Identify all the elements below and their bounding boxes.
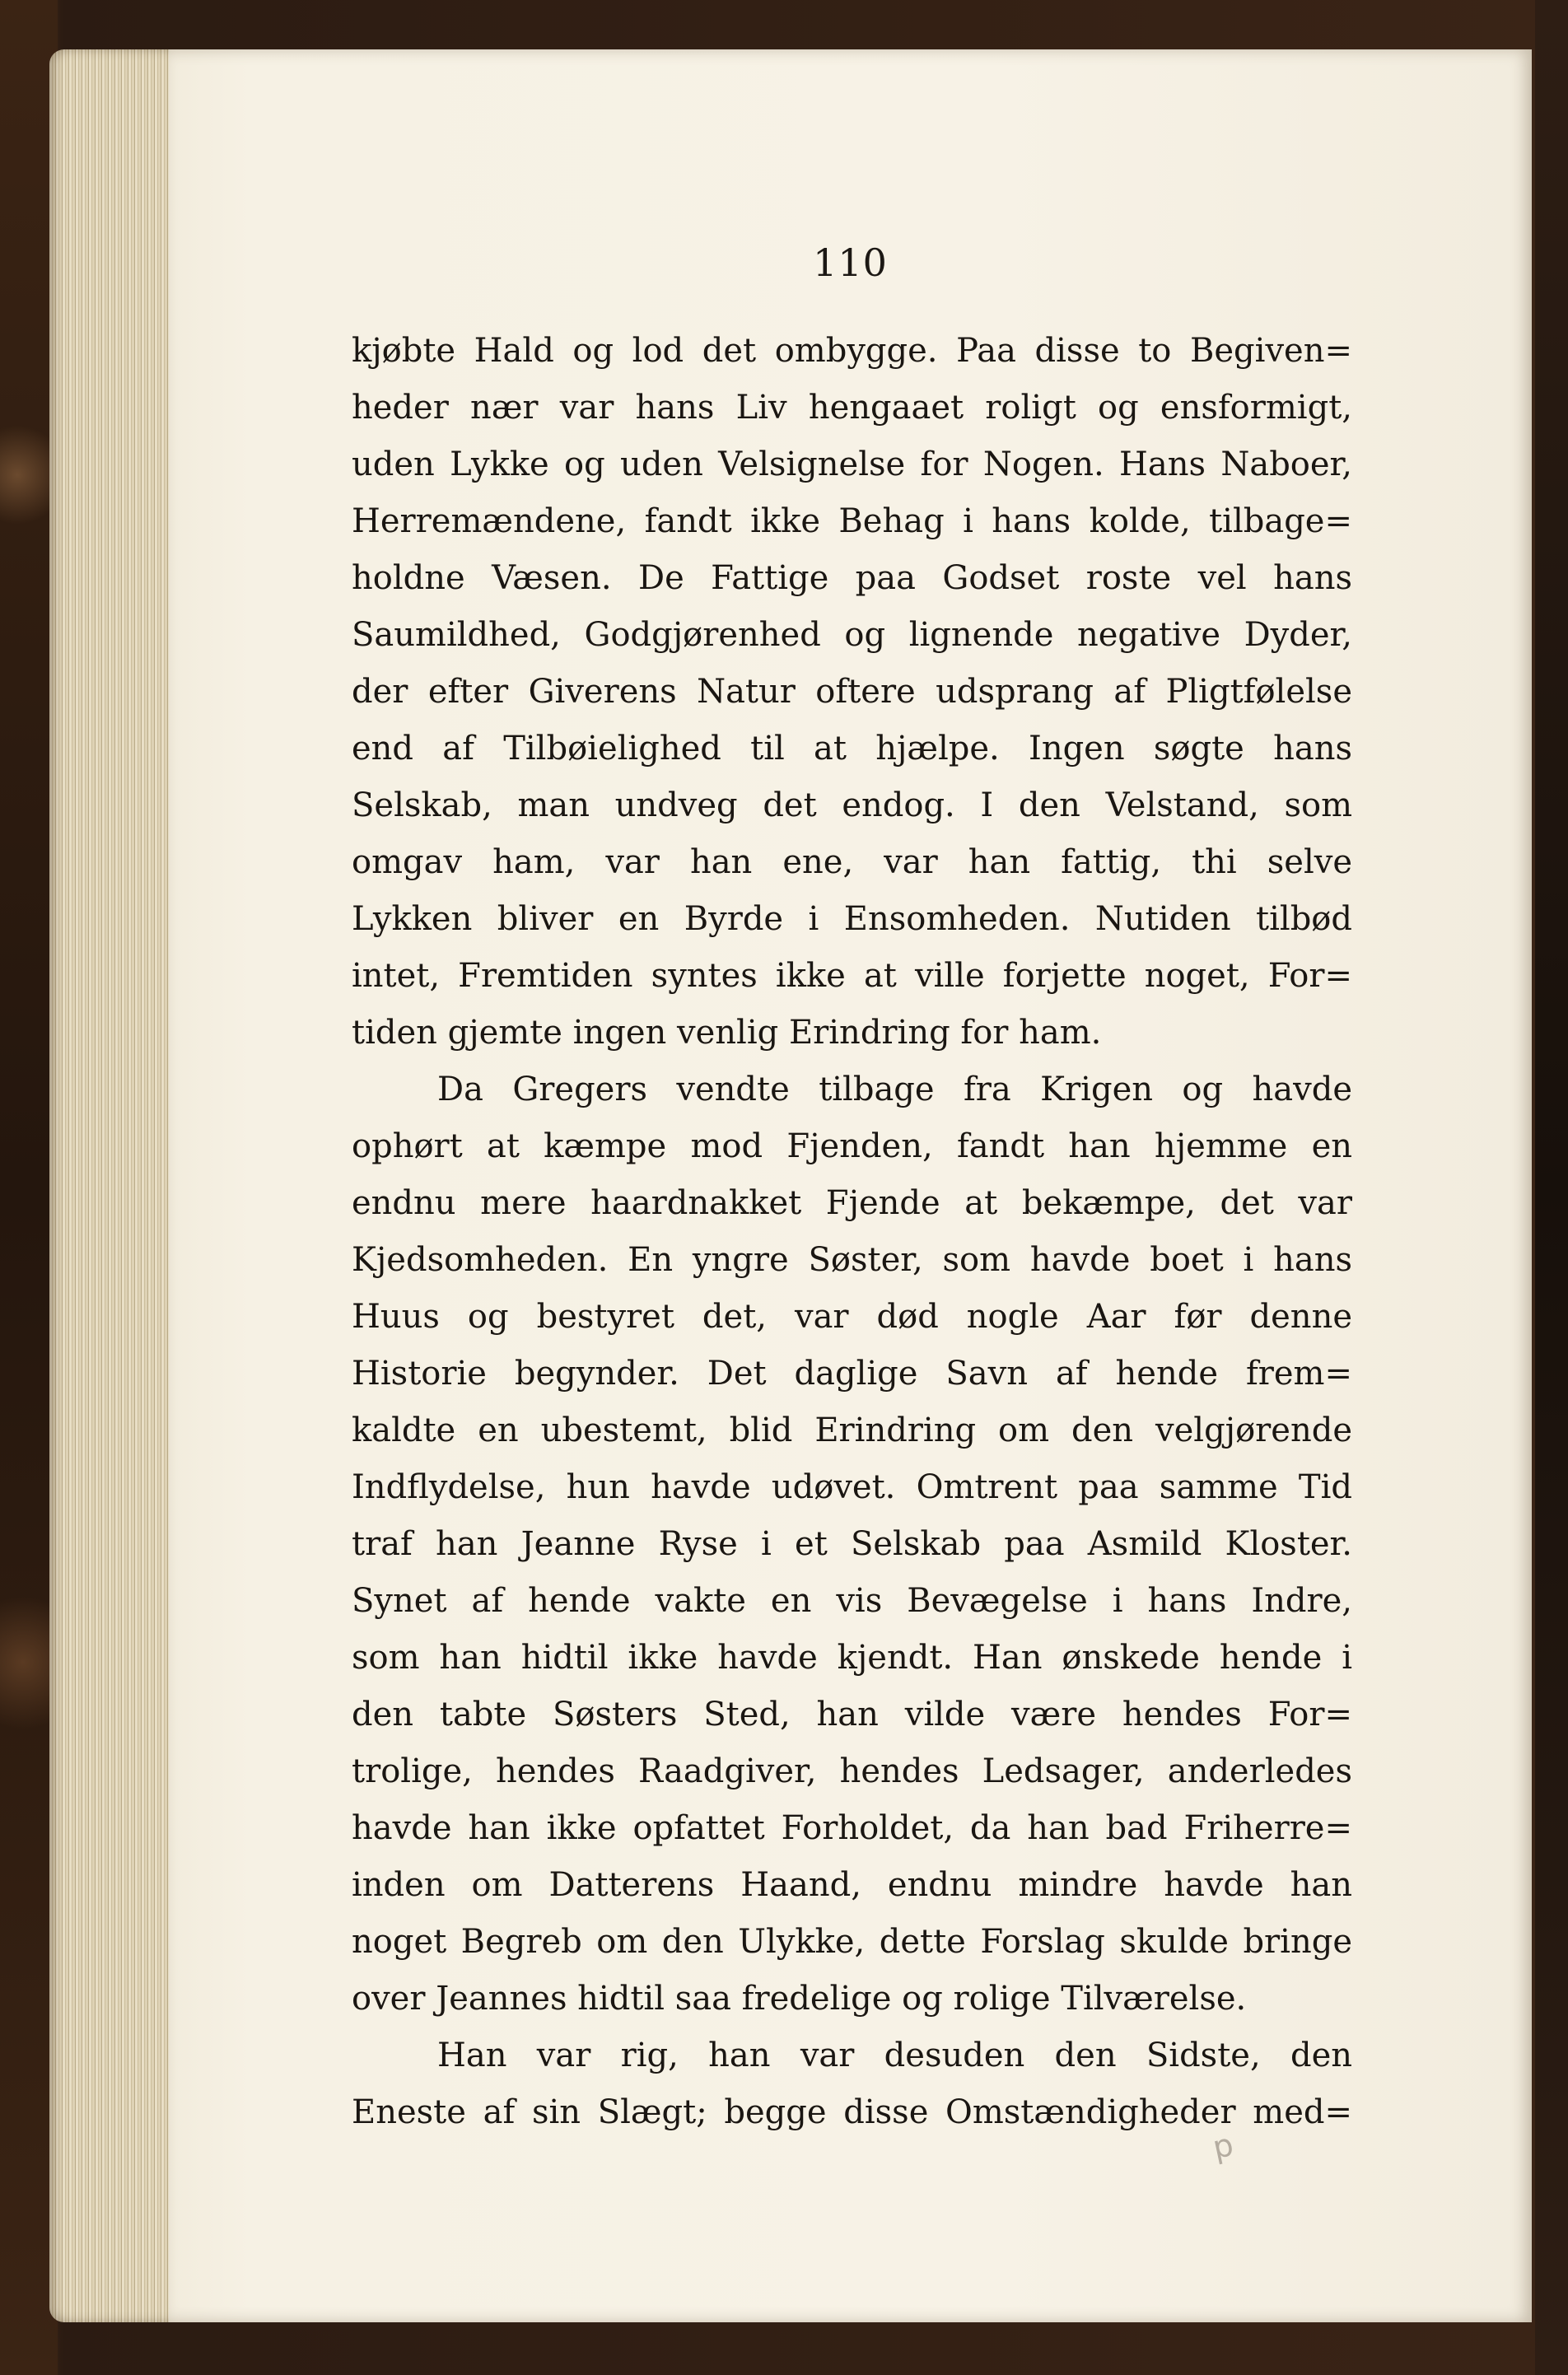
page-number: 110 [813,240,888,285]
body-text [352,323,1352,2141]
text-line: endnu mere haardnakket Fjende at bekæmpe, det var [352,1184,1352,1222]
text-line: den tabte Søsters Sted, han vilde være hendes For= [352,1696,1352,1733]
text-line: Herremændene, fandt ikke Behag i hans kolde, tilbage= [352,502,1352,540]
text-line: tiden gjemte ingen venlig Erindring for ham. [352,1014,1102,1052]
text-line-indented: Han var rig, han var desuden den Sidste, den [437,2037,1352,2074]
text-line: omgav ham, var han ene, var han fattig, thi selve [352,843,1352,881]
text-line: Kjedsomheden. En yngre Søster, som havde boet i hans [352,1241,1352,1279]
text-line: intet, Fremtiden syntes ikke at ville forjette noget, For= [352,957,1352,995]
text-line: Huus og bestyret det, var død nogle Aar før denne [352,1298,1352,1336]
text-line: havde han ikke opfattet Forholdet, da han bad Friherre= [352,1809,1352,1847]
book-page [169,49,1532,2322]
text-line: Synet af hende vakte en vis Bevægelse i hans Indre, [352,1582,1352,1620]
text-line: kaldte en ubestemt, blid Erindring om den velgjørende [352,1411,1352,1449]
text-line: end af Tilbøielighed til at hjælpe. Ingen søgte hans [352,730,1352,768]
text-line: Saumildhed, Godgjørenhed og lignende negative Dyder, [352,616,1352,654]
text-line: Indflydelse, hun havde udøvet. Omtrent paa samme Tid [352,1468,1352,1506]
text-line: traf han Jeanne Ryse i et Selskab paa Asmild Kloster. [352,1525,1352,1563]
text-line: ophørt at kæmpe mod Fjenden, fandt han hjemme en [352,1127,1352,1165]
text-line: Eneste af sin Slægt; begge disse Omstændigheder med= [352,2093,1352,2131]
text-line: kjøbte Hald og lod det ombygge. Paa disse to Begiven= [352,332,1352,370]
text-line: inden om Datterens Haand, endnu mindre havde han [352,1866,1352,1904]
text-line: trolige, hendes Raadgiver, hendes Ledsager, anderledes [352,1752,1352,1790]
text-line: Historie begynder. Det daglige Savn af hende frem= [352,1355,1352,1393]
book-cover-right [1535,0,1568,2375]
pencil-mark: p [1209,2125,1237,2167]
text-line: holdne Væsen. De Fattige paa Godset roste vel hans [352,559,1352,597]
text-line-indented: Da Gregers vendte tilbage fra Krigen og havde [437,1071,1352,1108]
text-line: noget Begreb om den Ulykke, dette Forslag skulde bringe [352,1923,1352,1961]
text-line: over Jeannes hidtil saa fredelige og rolige Tilværelse. [352,1980,1247,2018]
text-line: heder nær var hans Liv hengaaet roligt og ensformigt, [352,389,1352,427]
text-line: uden Lykke og uden Velsignelse for Nogen. Hans Naboer, [352,446,1352,483]
text-line: der efter Giverens Natur oftere udsprang af Pligtfølelse [352,673,1352,711]
text-line: Selskab, man undveg det endog. I den Velstand, som [352,786,1352,824]
page-edges [49,49,173,2322]
text-line: som han hidtil ikke havde kjendt. Han ønskede hende i [352,1639,1352,1677]
text-line: Lykken bliver en Byrde i Ensomheden. Nutiden tilbød [352,900,1352,938]
